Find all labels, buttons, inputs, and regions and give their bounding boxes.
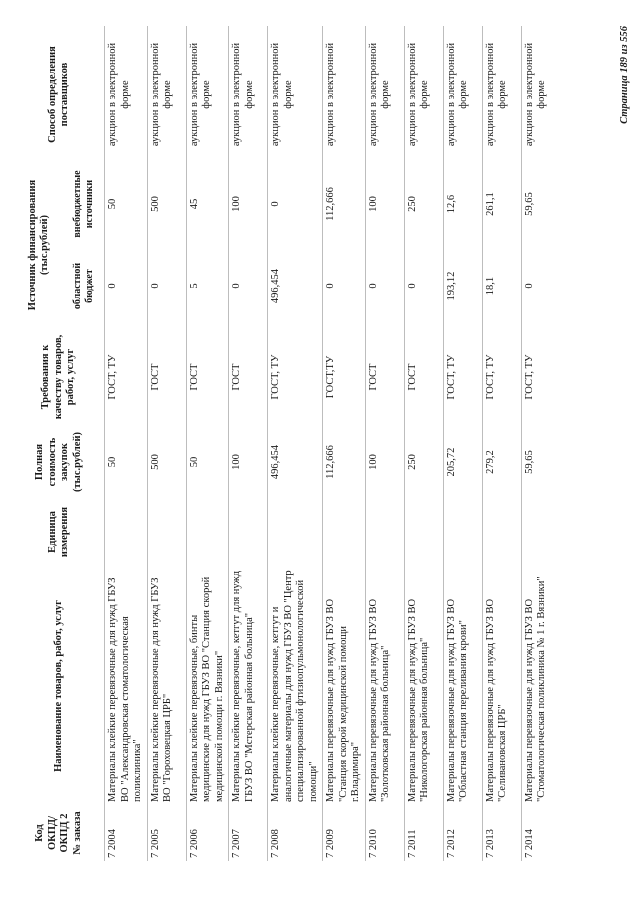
row-code: 7 2005	[147, 805, 186, 861]
row-funding-offbudget: 50	[105, 163, 148, 245]
header-funding: Источник финансирования (тыс.рублей)	[26, 179, 50, 311]
row-method: аукцион в электронной форме	[268, 26, 323, 163]
row-unit	[229, 497, 268, 567]
row-unit	[147, 497, 186, 567]
row-unit	[443, 497, 482, 567]
row-name: Материалы перевязочные для нужд ГБУЗ ВО "Областная станция переливания крови"	[443, 567, 482, 805]
header-unit: Единица измерения	[46, 506, 70, 558]
row-name: Материалы перевязочные для нужд ГБУЗ ВО "Стоматологическая поликлиника № 1 г. Вязники"	[521, 567, 560, 805]
row-name: Материалы перевязочные для нужд ГБУЗ ВО "Станция скорой медицинской помощи г.Владимира"	[323, 567, 366, 805]
row-method: аукцион в электронной форме	[482, 26, 521, 163]
row-funding-offbudget: 100	[365, 163, 404, 245]
row-method: аукцион в электронной форме	[186, 26, 229, 163]
table-row	[268, 26, 323, 861]
row-unit	[323, 497, 366, 567]
row-method: аукцион в электронной	[323, 26, 366, 163]
row-requirements: ГОСТ, ТУ	[482, 327, 521, 427]
table-body	[105, 26, 561, 861]
row-funding-offbudget: 112,666	[323, 163, 366, 245]
row-funding-offbudget: 59,65	[521, 163, 560, 245]
row-unit	[482, 497, 521, 567]
row-method: аукцион в электронной форме	[147, 26, 186, 163]
row-funding-offbudget: 500	[147, 163, 186, 245]
row-method: аукцион в электронной форме	[229, 26, 268, 163]
row-name: Материалы перевязочные для нужд ГБУЗ ВО "Селивановская ЦРБ"	[482, 567, 521, 805]
row-funding-offbudget: 0	[268, 163, 323, 245]
row-method: аукцион в электронной форме	[404, 26, 443, 163]
row-requirements: ГОСТ, ТУ	[105, 327, 148, 427]
row-unit	[186, 497, 229, 567]
row-funding-offbudget: 261,1	[482, 163, 521, 245]
row-funding-regional: 18,1	[482, 245, 521, 327]
row-unit	[365, 497, 404, 567]
row-funding-offbudget: 45	[186, 163, 229, 245]
row-price: 50	[105, 427, 148, 497]
table-row	[404, 26, 443, 861]
header-funding-offbudget: внебюджетные источники	[71, 170, 95, 238]
row-name: Материалы перевязочные для нужд ГБУЗ ВО "Никологорская районная больница"	[404, 567, 443, 805]
row-funding-regional: 0	[105, 245, 148, 327]
row-unit	[521, 497, 560, 567]
row-funding-regional: 0	[365, 245, 404, 327]
row-unit	[105, 497, 148, 567]
row-funding-regional: 0	[323, 245, 366, 327]
header-name: Наименование товаров, работ, услуг	[52, 600, 64, 772]
row-unit	[268, 497, 323, 567]
row-price: 500	[147, 427, 186, 497]
header-code: Код ОКПД/ ОКПД 2 № заказа	[34, 811, 83, 855]
row-price: 496,454	[268, 427, 323, 497]
row-requirements: ГОСТ	[365, 327, 404, 427]
row-requirements: ГОСТ, ТУ	[443, 327, 482, 427]
row-price: 279,2	[482, 427, 521, 497]
row-unit	[404, 497, 443, 567]
table-row	[443, 26, 482, 861]
row-code: 7 2014	[521, 805, 560, 861]
row-name: Материалы клейкие перевязочные, бинты медицинские для нужд ГБУЗ ВО "Станция скорой медицинской помощи г. Вязники"	[186, 567, 229, 805]
row-price: 100	[365, 427, 404, 497]
row-name: Материалы клейкие перевязочные, кетгут для нужд ГБУЗ ВО "Мстерская районная больница"	[229, 567, 268, 805]
row-requirements: ГОСТ, ТУ	[521, 327, 560, 427]
row-funding-regional: 0	[147, 245, 186, 327]
row-method: аукцион в электронной форме	[365, 26, 404, 163]
table-row	[365, 26, 404, 861]
row-funding-offbudget: 250	[404, 163, 443, 245]
row-requirements: ГОСТ, ТУ	[268, 327, 323, 427]
row-code: 7 2004	[105, 805, 148, 861]
row-code: 7 2010	[365, 805, 404, 861]
row-funding-regional: 0	[521, 245, 560, 327]
table-row	[521, 26, 560, 861]
row-price: 205,72	[443, 427, 482, 497]
procurement-table	[14, 26, 560, 861]
row-code: 7 2009	[323, 805, 366, 861]
row-funding-regional: 496,454	[268, 245, 323, 327]
table-row	[105, 26, 148, 861]
row-funding-regional: 0	[404, 245, 443, 327]
row-funding-offbudget: 12,6	[443, 163, 482, 245]
row-name: Материалы клейкие перевязочные для нужд ГБУЗ ВО "Александровская стоматологическая поликлиника"	[105, 567, 148, 805]
row-requirements: ГОСТ	[404, 327, 443, 427]
row-funding-offbudget: 100	[229, 163, 268, 245]
row-method: аукцион в электронной форме	[105, 26, 148, 163]
table-row	[482, 26, 521, 861]
row-code: 7 2007	[229, 805, 268, 861]
row-price: 59,65	[521, 427, 560, 497]
row-price: 112,666	[323, 427, 366, 497]
table-row	[186, 26, 229, 861]
row-requirements: ГОСТ	[186, 327, 229, 427]
header-method: Способ определения поставщиков	[46, 46, 70, 143]
table-row	[147, 26, 186, 861]
row-requirements: ГОСТ,ТУ	[323, 327, 366, 427]
row-name: Материалы клейкие перевязочные, кетгут и аналогичные материалы для нужд ГБУЗ ВО "Центр специализированной фтизиопульмонологической помощи"	[268, 567, 323, 805]
row-name: Материалы перевязочные для нужд ГБУЗ ВО "Золотковская районная больница"	[365, 567, 404, 805]
header-requirements: Требования к качеству товаров, работ, услуг	[40, 334, 77, 420]
row-funding-regional: 5	[186, 245, 229, 327]
row-name: Материалы клейкие перевязочные для нужд ГБУЗ ВО "Гороховецкая ЦРБ"	[147, 567, 186, 805]
page-number: Страница 189 из 556	[619, 26, 630, 124]
row-funding-regional: 193,12	[443, 245, 482, 327]
row-code: 7 2012	[443, 805, 482, 861]
row-method: аукцион в электронной форме	[443, 26, 482, 163]
row-requirements: ГОСТ	[147, 327, 186, 427]
row-code: 7 2006	[186, 805, 229, 861]
row-funding-regional: 0	[229, 245, 268, 327]
row-code: 7 2008	[268, 805, 323, 861]
row-method: аукцион в электронной форме	[521, 26, 560, 163]
row-price: 100	[229, 427, 268, 497]
row-code: 7 2011	[404, 805, 443, 861]
row-requirements: ГОСТ	[229, 327, 268, 427]
header-price: Полная стоимость закупок (тыс.рублей)	[34, 431, 83, 493]
table-row	[323, 26, 366, 861]
row-price: 250	[404, 427, 443, 497]
row-code: 7 2013	[482, 805, 521, 861]
row-price: 50	[186, 427, 229, 497]
header-funding-regional: областной бюджет	[71, 262, 95, 310]
table-row	[229, 26, 268, 861]
